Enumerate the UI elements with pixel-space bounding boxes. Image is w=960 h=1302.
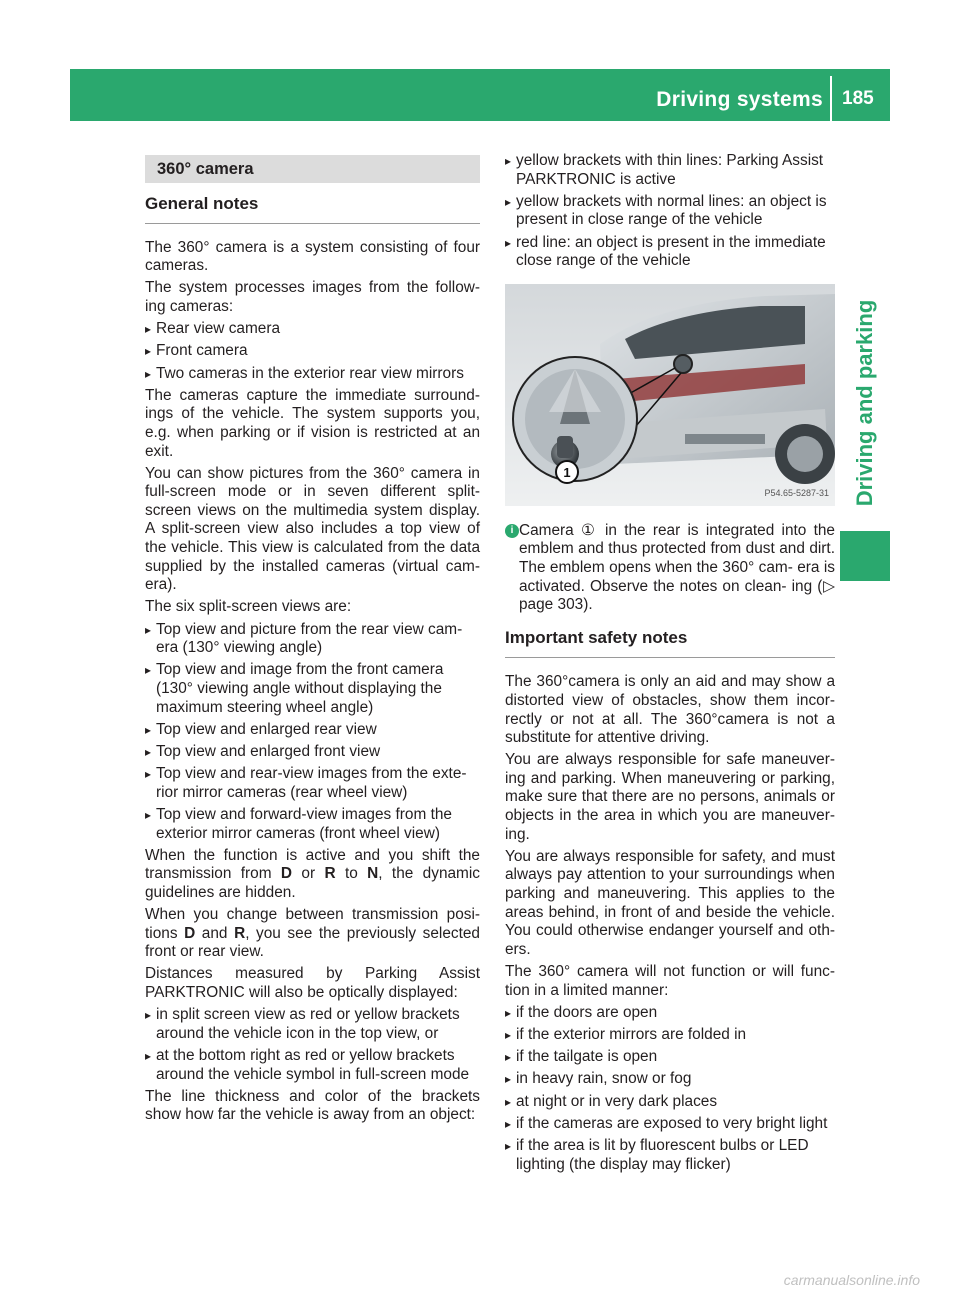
camera-emblem-illustration — [505, 284, 835, 506]
info-icon: i — [505, 524, 519, 538]
gear-r: R — [234, 924, 246, 942]
paragraph: The cameras capture the immediate surround- ings of the vehicle. The system supports you, e.g. when parking or if vision is restricted at an exit. — [145, 386, 480, 460]
gear-d: D — [184, 924, 196, 942]
page-reference[interactable]: page 303). — [519, 596, 593, 614]
left-column — [145, 150, 480, 1125]
paragraph: You are always responsible for safety, and must always pay attention to your surroundings when parking and maneuvering. This applies to the areas behind, in front of and beside the vehicle. You could otherwise endanger yourself and oth- ers. — [505, 847, 835, 958]
list-item: ▸ yellow brackets with thin lines: Parking Assist PARKTRONIC is active — [505, 152, 835, 189]
figure-code: P54.65-5287-31 — [764, 488, 829, 499]
view-list — [145, 621, 480, 844]
list-item: ▸ if the cameras are exposed to very bright light — [505, 1115, 835, 1134]
paragraph — [145, 847, 480, 903]
list-item: ▸ Rear view camera — [145, 320, 480, 339]
right-column — [505, 152, 835, 1174]
list-item: ▸ red line: an object is present in the immediate close range of the vehicle — [505, 234, 835, 271]
bracket-list — [505, 152, 835, 271]
text: , the dynamic guidelines are hidden. — [145, 865, 480, 901]
page-reference-arrow-icon: ▷ — [822, 577, 835, 595]
list-item: ▸ if the exterior mirrors are folded in — [505, 1026, 835, 1045]
paragraph: The line thickness and color of the brackets show how far the vehicle is away from an object: — [145, 1087, 480, 1124]
text: When you change between transmission posi- tions — [145, 906, 480, 942]
paragraph: The 360° camera is a system consisting of four cameras. — [145, 238, 480, 275]
car-rear-illustration — [505, 284, 835, 506]
list-item: ▸ Top view and enlarged front view — [145, 743, 480, 762]
text: , you see the previously selected front or rear view. — [145, 924, 480, 961]
text: When the function is active and you shift the transmission from — [145, 846, 480, 883]
list-item: ▸ Top view and rear-view images from the exte- rior mirror cameras (rear wheel view) — [145, 765, 480, 802]
paragraph: The system processes images from the follow- ing cameras: — [145, 279, 480, 315]
side-tab-marker — [840, 531, 890, 581]
section-title: 360° camera — [145, 155, 480, 183]
limitation-list — [505, 1004, 835, 1174]
side-tab-label: Driving and parking — [852, 299, 877, 507]
display-list — [145, 1006, 480, 1084]
list-item: ▸ Front camera — [145, 342, 480, 361]
list-item: ▸ in heavy rain, snow or fog — [505, 1070, 835, 1089]
text: to — [335, 865, 368, 883]
list-item: ▸ Top view and image from the front camera (130° viewing angle without displaying the maximum steering wheel angle) — [145, 661, 480, 717]
paragraph: You can show pictures from the 360° camera in full-screen mode or in seven different split- screen views on the multimedia system display. A split-screen view also includes a top view of the vehicle. This view is calculated from the data supplied by the installed cameras (virtual cam- era). — [145, 464, 480, 594]
list-item: ▸ Two cameras in the exterior rear view mirrors — [145, 365, 480, 384]
callout-number: 1 — [563, 464, 571, 480]
header-title: Driving systems — [656, 88, 823, 111]
heading-general-notes: General notes — [145, 195, 480, 224]
list-item: ▸ at the bottom right as red or yellow brackets around the vehicle symbol in full-screen mode — [145, 1047, 480, 1084]
text: in the rear is integrated into the emblem and thus protected from dust and dirt. The emblem opens when the 360° cam- era is activated. Observe the notes on clean- ing ( — [519, 521, 835, 595]
page-number: 185 — [842, 88, 874, 109]
list-item: ▸ if the doors are open — [505, 1004, 835, 1023]
text: or — [292, 865, 325, 883]
text: and — [195, 924, 235, 942]
paragraph: The six split-screen views are: — [145, 598, 352, 616]
paragraph: Distances measured by Parking Assist PARKTRONIC will also be optically displayed: — [145, 965, 480, 1002]
paragraph — [145, 906, 480, 962]
heading-important-safety-notes: Important safety notes — [505, 629, 835, 659]
watermark: carmanualsonline.info — [783, 1272, 920, 1288]
paragraph: The 360°camera is only an aid and may show a distorted view of obstacles, show them incor- rectly or not at all. The 360°camera is not a substitute for attentive driving. — [505, 673, 835, 747]
list-item: ▸ if the tailgate is open — [505, 1048, 835, 1067]
gear-n: N — [367, 865, 379, 883]
info-note — [505, 522, 835, 615]
paragraph: The 360° camera will not function or will func- tion in a limited manner: — [505, 963, 835, 999]
gear-d: D — [280, 865, 293, 883]
list-item: ▸ yellow brackets with normal lines: an object is present in close range of the vehicle — [505, 193, 835, 230]
gear-r: R — [324, 865, 336, 883]
list-item: ▸ Top view and forward-view images from the exterior mirror cameras (front wheel view) — [145, 806, 480, 843]
list-item: ▸ Top view and enlarged rear view — [145, 721, 480, 740]
text: Camera — [519, 521, 581, 539]
camera-list — [145, 320, 480, 383]
list-item: ▸ Top view and picture from the rear view cam- era (130° viewing angle) — [145, 621, 480, 658]
list-item: ▸ if the area is lit by fluorescent bulbs or LED lighting (the display may flicker) — [505, 1137, 835, 1174]
list-item: ▸ at night or in very dark places — [505, 1093, 835, 1112]
callout-reference: ① — [580, 521, 598, 539]
list-item: ▸ in split screen view as red or yellow brackets around the vehicle icon in the top view, or — [145, 1006, 480, 1043]
header-separator — [830, 76, 832, 121]
paragraph: You are always responsible for safe maneuver- ing and parking. When maneuvering or parking, make sure that there are no persons, animals or objects in the area in which you are maneuver- ing. — [505, 751, 835, 843]
